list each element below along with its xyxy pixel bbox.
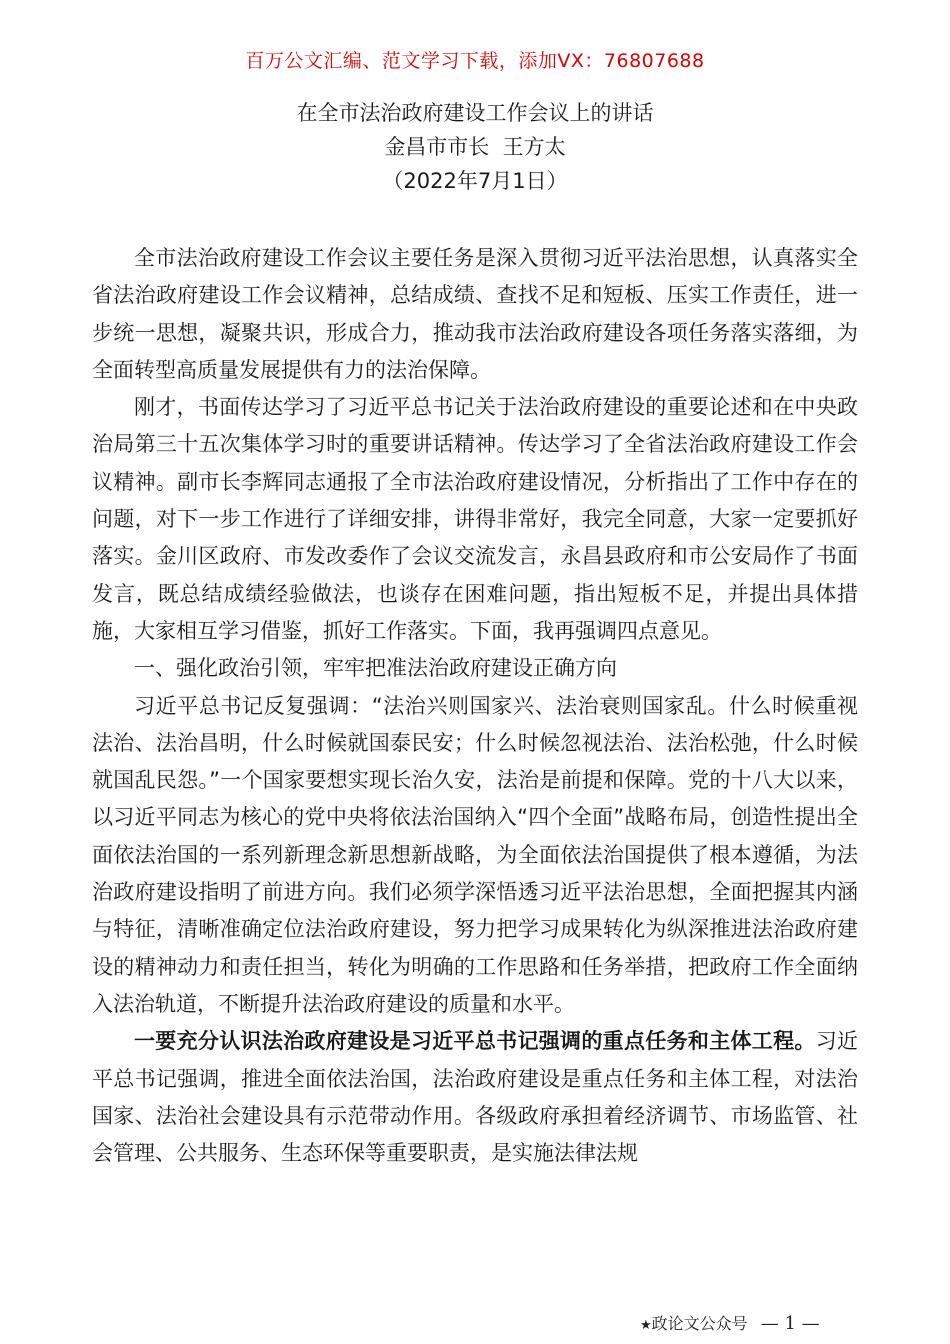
speech-title: 在全市法治政府建设工作会议上的讲话 xyxy=(296,101,654,125)
star-icon: ★ xyxy=(640,1318,652,1333)
footer-source: 政论文公众号 xyxy=(651,1314,748,1333)
paragraph-xi-quote: 习近平总书记反复强调：“法治兴则国家兴、法治衰则国家乱。什么时候重视法治、法治昌明，什么时候就国泰民安；什么时候忽视法治、法治松弛，什么时候就国乱民怨。”一个国家要想实现长治久安，法治是前提和保障。党的十八大以来，以习近平同志为核心的党中央将依法治国纳入“四个全面”战略布局，创造性提出全面依法治国的一系列新理念新思想新战略，为全面依法治国提供了根本遵循，为法治政府建设指明了前进方向。我们必须学深悟透习近平法治思想，全面把握其内涵与特征，清晰准确定位法治政府建设，努力把学习成果转化为纵深推进法治政府建设的精神动力和责任担当，转化为明确的工作思路和任务举措，把政府工作全面纳入法治轨道，不断提升法治政府建设的质量和水平。 xyxy=(92,693,858,1016)
header-watermark-note: 百万公文汇编、范文学习下载，添加VX：76807688 xyxy=(245,50,705,72)
emphasis-body: 习近平总书记强调，推进全面依法治国，法治政府建设是重点任务和主体工程，对法治国家、法治社会建设具有示范带动作用。各级政府承担着经济调节、市场监管、社会管理、公共服务、生态环保等重要职责，是实施法律法规 xyxy=(92,1029,859,1166)
speech-body xyxy=(92,240,858,1172)
page-number: — 1 — xyxy=(760,1313,820,1334)
emphasis-lead: 一要充分认识法治政府建设是习近平总书记强调的重点任务和主体工程。 xyxy=(134,1029,816,1054)
paragraph-emphasis xyxy=(92,1023,858,1172)
speech-title-block xyxy=(0,96,950,198)
page-footer xyxy=(640,1311,860,1334)
paragraph-review: 刚才，书面传达学习了习近平总书记关于法治政府建设的重要论述和在中央政治局第三十五次集体学习时的重要讲话精神。传达学习了全省法治政府建设工作会议精神。副市长李辉同志通报了全市法治政府建设情况，分析指出了工作中存在的问题，对下一步工作进行了详细安排，讲得非常好，我完全同意，大家一定要抓好落实。金川区政府、市发改委作了会议交流发言，永昌县政府和市公安局作了书面发言，既总结成绩经验做法，也谈存在困难问题，指出短板不足，并提出具体措施，大家相互学习借鉴，抓好工作落实。下面，我再强调四点意见。 xyxy=(92,395,858,643)
speech-author: 金昌市市长 王方太 xyxy=(384,135,566,159)
section-heading-1: 一、强化政治引领，牢牢把准法治政府建设正确方向 xyxy=(134,656,617,681)
paragraph-intro: 全市法治政府建设工作会议主要任务是深入贯彻习近平法治思想，认真落实全省法治政府建设工作会议精神，总结成绩、查找不足和短板、压实工作责任，进一步统一思想，凝聚共识，形成合力，推动我市法治政府建设各项任务落实落细，为全面转型高质量发展提供有力的法治保障。 xyxy=(92,246,858,382)
speech-date: （2022年7月1日） xyxy=(382,169,568,193)
